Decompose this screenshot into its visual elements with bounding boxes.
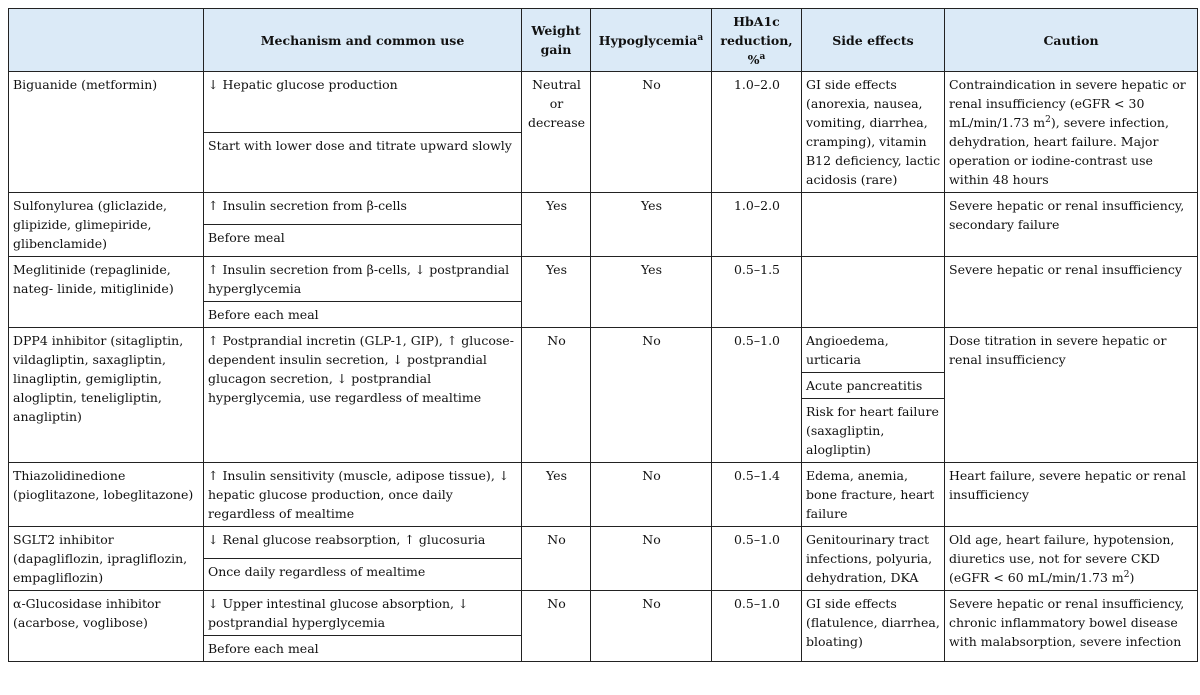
hba1c-cell: 0.5–1.4 [712,463,802,527]
side-effects-cell: Risk for heart failure (saxagliptin, alogliptin) [802,399,945,463]
header-row [9,9,1198,72]
drug-class-cell: SGLT2 inhibitor (dapagliflozin, ipragliflozin, empagliflozin) [9,527,204,591]
mechanism-cell: ↓ Renal glucose reabsorption, ↑ glucosuria [204,527,522,559]
hypoglycemia-cell: No [591,463,712,527]
side-effects-cell [802,257,945,328]
drug-class-cell: α-Glucosidase inhibitor (acarbose, voglibose) [9,591,204,662]
header-weight-gain: Weight gain [522,9,591,72]
hypoglycemia-cell: No [591,591,712,662]
header-hba1c [712,9,802,72]
header-hypoglycemia-label: Hypoglycemia [598,32,698,48]
caution-text-b: ), severe infection, dehydration, heart failure. Major operation or iodine-contrast use within 48 hours [949,115,1169,187]
drug-class-cell: DPP4 inhibitor (sitagliptin, vildagliptin, saxagliptin, linagliptin, gemigliptin, alogliptin, teneligliptin, anagliptin) [9,328,204,463]
header-hypoglycemia [591,9,712,72]
header-hba1c-label: HbA1c reduction, % [720,13,793,67]
caution-cell: Severe hepatic or renal insufficiency, secondary failure [945,193,1198,257]
hypoglycemia-cell: No [591,527,712,591]
caution-text-b: ) [1129,570,1135,585]
drug-class-cell: Thiazolidinedione (pioglitazone, lobeglitazone) [9,463,204,527]
mechanism-cell: ↑ Postprandial incretin (GLP-1, GIP), ↑ glucose-dependent insulin secretion, ↓ postprandial glucagon secretion, ↓ postprandial hyperglycemia, use regardless of mealtime [204,328,522,463]
table-row [9,72,1198,133]
caution-cell: Heart failure, severe hepatic or renal insufficiency [945,463,1198,527]
hba1c-cell: 0.5–1.0 [712,591,802,662]
mechanism-use-cell: Before each meal [204,302,522,328]
hba1c-cell: 0.5–1.5 [712,257,802,328]
mechanism-cell: ↓ Hepatic glucose production [204,72,522,133]
caution-cell: Severe hepatic or renal insufficiency, chronic inflammatory bowel disease with malabsorption, severe infection [945,591,1198,662]
weight-gain-cell: No [522,527,591,591]
header-drug-class [9,9,204,72]
hba1c-cell: 1.0–2.0 [712,72,802,193]
hba1c-cell: 0.5–1.0 [712,527,802,591]
caution-cell [945,72,1198,193]
header-hypoglycemia-footnote: a [697,32,704,43]
caution-superscript: 2 [1045,114,1051,125]
weight-gain-cell: No [522,591,591,662]
header-mechanism: Mechanism and common use [204,9,522,72]
side-effects-cell: Genitourinary tract infections, polyuria, dehydration, DKA [802,527,945,591]
side-effects-cell: Angioedema, urticaria [802,328,945,373]
header-hba1c-footnote: a [759,51,766,62]
mechanism-cell: ↑ Insulin secretion from β-cells, ↓ postprandial hyperglycemia [204,257,522,302]
mechanism-cell: ↓ Upper intestinal glucose absorption, ↓ postprandial hyperglycemia [204,591,522,636]
header-side-effects: Side effects [802,9,945,72]
weight-gain-cell: No [522,328,591,463]
caution-cell: Severe hepatic or renal insufficiency [945,257,1198,328]
table-row [9,463,1198,527]
hypoglycemia-cell: No [591,72,712,193]
hba1c-cell: 0.5–1.0 [712,328,802,463]
caution-text-a: Contraindication in severe hepatic or renal insufficiency (eGFR < 30 mL/min/1.73 m [949,77,1186,130]
mechanism-use-cell: Before meal [204,225,522,257]
side-effects-cell: GI side effects (flatulence, diarrhea, bloating) [802,591,945,662]
side-effects-cell: Acute pancreatitis [802,373,945,399]
drug-class-cell: Meglitinide (repaglinide, nateg- linide, mitiglinide) [9,257,204,328]
hypoglycemia-cell: No [591,328,712,463]
drug-comparison-table [8,8,1198,662]
table-row [9,257,1198,302]
table-row [9,193,1198,225]
mechanism-use-cell: Once daily regardless of mealtime [204,559,522,591]
mechanism-cell: ↑ Insulin secretion from β-cells [204,193,522,225]
header-caution: Caution [945,9,1198,72]
mechanism-cell: ↑ Insulin sensitivity (muscle, adipose tissue), ↓ hepatic glucose production, once daily regardless of mealtime [204,463,522,527]
caution-cell [945,527,1198,591]
drug-class-cell: Sulfonylurea (gliclazide, glipizide, glimepiride, glibenclamide) [9,193,204,257]
side-effects-cell [802,193,945,257]
table-row [9,591,1198,636]
caution-cell: Dose titration in severe hepatic or renal insufficiency [945,328,1198,463]
mechanism-use-cell: Start with lower dose and titrate upward slowly [204,132,522,193]
caution-text-a: Old age, heart failure, hypotension, diuretics use, not for severe CKD (eGFR < 60 mL/min/1.73 m [949,532,1175,585]
caution-superscript: 2 [1123,569,1130,580]
mechanism-use-cell: Before each meal [204,636,522,662]
drug-class-cell: Biguanide (metformin) [9,72,204,193]
table-row [9,328,1198,373]
table-row [9,527,1198,559]
side-effects-cell: Edema, anemia, bone fracture, heart failure [802,463,945,527]
weight-gain-cell: Yes [522,463,591,527]
side-effects-cell: GI side effects (anorexia, nausea, vomiting, diarrhea, cramping), vitamin B12 deficiency, lactic acidosis (rare) [802,72,945,193]
weight-gain-cell: Yes [522,257,591,328]
weight-gain-cell: Neutral or decrease [522,72,591,193]
hypoglycemia-cell: Yes [591,193,712,257]
hypoglycemia-cell: Yes [591,257,712,328]
weight-gain-cell: Yes [522,193,591,257]
hba1c-cell: 1.0–2.0 [712,193,802,257]
